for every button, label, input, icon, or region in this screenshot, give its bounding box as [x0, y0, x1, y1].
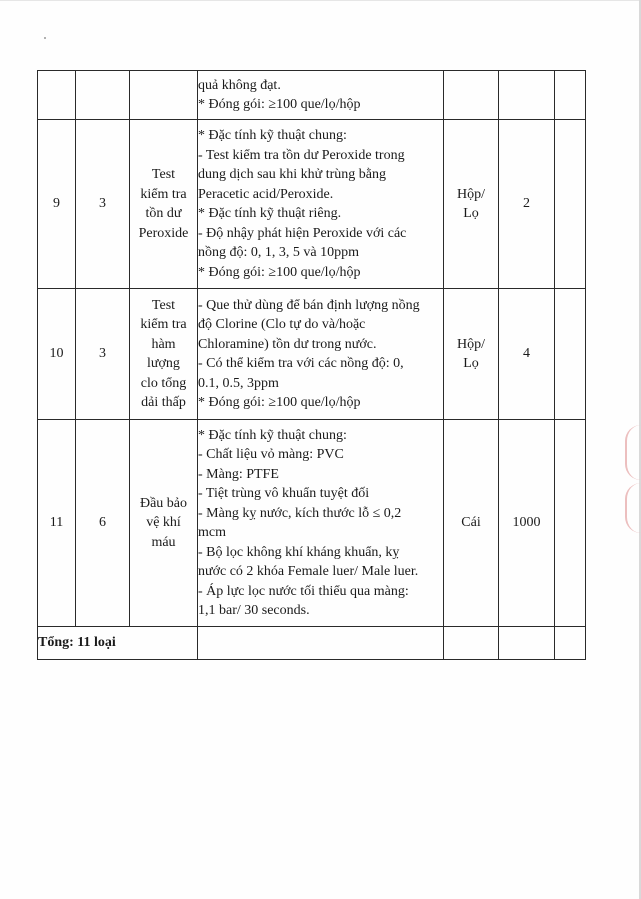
name-line: vệ khí — [146, 515, 181, 531]
desc-line: * Đóng gói: ≥100 que/lọ/hộp — [198, 97, 361, 112]
cell-extra — [555, 420, 586, 627]
cell-group: 3 — [76, 120, 130, 289]
desc-line: Chloramine) tồn dư trong nước. — [198, 336, 377, 352]
cell-name — [130, 289, 198, 420]
scan-speck — [44, 37, 46, 39]
desc-line: - Que thử dùng để bán định lượng nồng — [198, 297, 420, 313]
cell-name — [130, 71, 198, 120]
desc-line: nước có 2 khóa Female luer/ Male luer. — [198, 564, 419, 579]
name-line: dải thấp — [141, 395, 186, 410]
stamp-fragment — [625, 483, 641, 533]
name-line: Đầu bảo — [139, 495, 188, 511]
total-label: Tổng: 11 loại — [38, 627, 198, 660]
cell-description — [198, 627, 444, 660]
stamp-fragment — [625, 425, 641, 480]
table-row-continuation — [38, 71, 586, 120]
desc-line: * Đóng gói: ≥100 que/lọ/hộp — [198, 395, 361, 410]
cell-name — [130, 120, 198, 289]
desc-line: mcm — [198, 525, 226, 540]
cell-stt: 11 — [38, 420, 76, 627]
desc-line: * Đặc tính kỹ thuật chung: — [198, 427, 347, 443]
desc-line: * Đặc tính kỹ thuật chung: — [198, 128, 347, 143]
cell-qty — [499, 71, 555, 120]
cell-stt — [38, 71, 76, 120]
desc-line: - Có thể kiểm tra với các nồng độ: 0, — [198, 356, 404, 371]
equipment-table — [37, 70, 586, 660]
cell-unit — [444, 627, 499, 660]
unit-line: Hộp/ — [457, 186, 485, 202]
name-line: hàm — [151, 336, 176, 352]
cell-group: 6 — [76, 420, 130, 627]
name-line: Test — [151, 167, 176, 182]
name-line: kiểm tra — [140, 317, 187, 332]
desc-line: độ Clorine (Clo tự do và/hoặc — [198, 317, 366, 332]
table-row — [38, 420, 586, 627]
desc-line: - Chất liệu vỏ màng: PVC — [198, 447, 344, 462]
cell-unit — [444, 120, 499, 289]
cell-qty: 1000 — [499, 420, 555, 627]
desc-line: * Đặc tính kỹ thuật riêng. — [198, 206, 342, 221]
cell-name — [130, 420, 198, 627]
desc-line: - Bộ lọc không khí kháng khuẩn, kỵ — [198, 544, 400, 560]
name-line: lượng — [147, 356, 180, 371]
name-line: tồn dư — [145, 206, 182, 221]
unit-line: Hộp/ — [457, 336, 485, 352]
desc-line: * Đóng gói: ≥100 que/lọ/hộp — [198, 264, 361, 280]
cell-qty — [499, 627, 555, 660]
desc-line: 0.1, 0.5, 3ppm — [198, 375, 279, 391]
desc-line: Peracetic acid/Peroxide. — [198, 186, 334, 202]
unit-line: Lọ — [463, 356, 479, 371]
name-line: kiểm tra — [140, 186, 187, 202]
cell-unit — [444, 420, 499, 627]
name-line: máu — [151, 534, 176, 550]
desc-line: quả không đạt. — [198, 77, 281, 93]
unit-line: Cái — [461, 515, 481, 531]
cell-unit — [444, 289, 499, 420]
desc-line: 1,1 bar/ 30 seconds. — [198, 603, 310, 618]
desc-line: - Màng kỵ nước, kích thước lỗ ≤ 0,2 — [198, 505, 402, 521]
table-row — [38, 289, 586, 420]
table-row — [38, 120, 586, 289]
name-line: Test — [151, 297, 176, 313]
desc-line: - Test kiểm tra tồn dư Peroxide trong — [198, 147, 405, 163]
desc-line: - Màng: PTFE — [198, 466, 279, 482]
cell-extra — [555, 289, 586, 420]
cell-qty: 2 — [499, 120, 555, 289]
cell-description — [198, 420, 444, 627]
cell-description — [198, 289, 444, 420]
cell-extra — [555, 71, 586, 120]
cell-group — [76, 71, 130, 120]
name-line: clo tổng — [140, 375, 187, 391]
cell-description — [198, 120, 444, 289]
desc-line: dung dịch sau khi khử trùng bằng — [198, 167, 387, 182]
cell-stt: 10 — [38, 289, 76, 420]
desc-line: - Tiệt trùng vô khuẩn tuyệt đối — [198, 486, 370, 501]
cell-stt: 9 — [38, 120, 76, 289]
desc-line: - Áp lực lọc nước tối thiểu qua màng: — [198, 583, 409, 599]
name-line: Peroxide — [138, 225, 189, 241]
table-row-total — [38, 627, 586, 660]
desc-line: nồng độ: 0, 1, 3, 5 và 10ppm — [198, 245, 359, 260]
desc-line: - Độ nhậy phát hiện Peroxide với các — [198, 225, 407, 241]
cell-extra — [555, 120, 586, 289]
cell-group: 3 — [76, 289, 130, 420]
cell-unit — [444, 71, 499, 120]
page-top-edge — [0, 0, 641, 1]
cell-extra — [555, 627, 586, 660]
cell-description — [198, 71, 444, 120]
cell-qty: 4 — [499, 289, 555, 420]
unit-line: Lọ — [463, 206, 479, 221]
